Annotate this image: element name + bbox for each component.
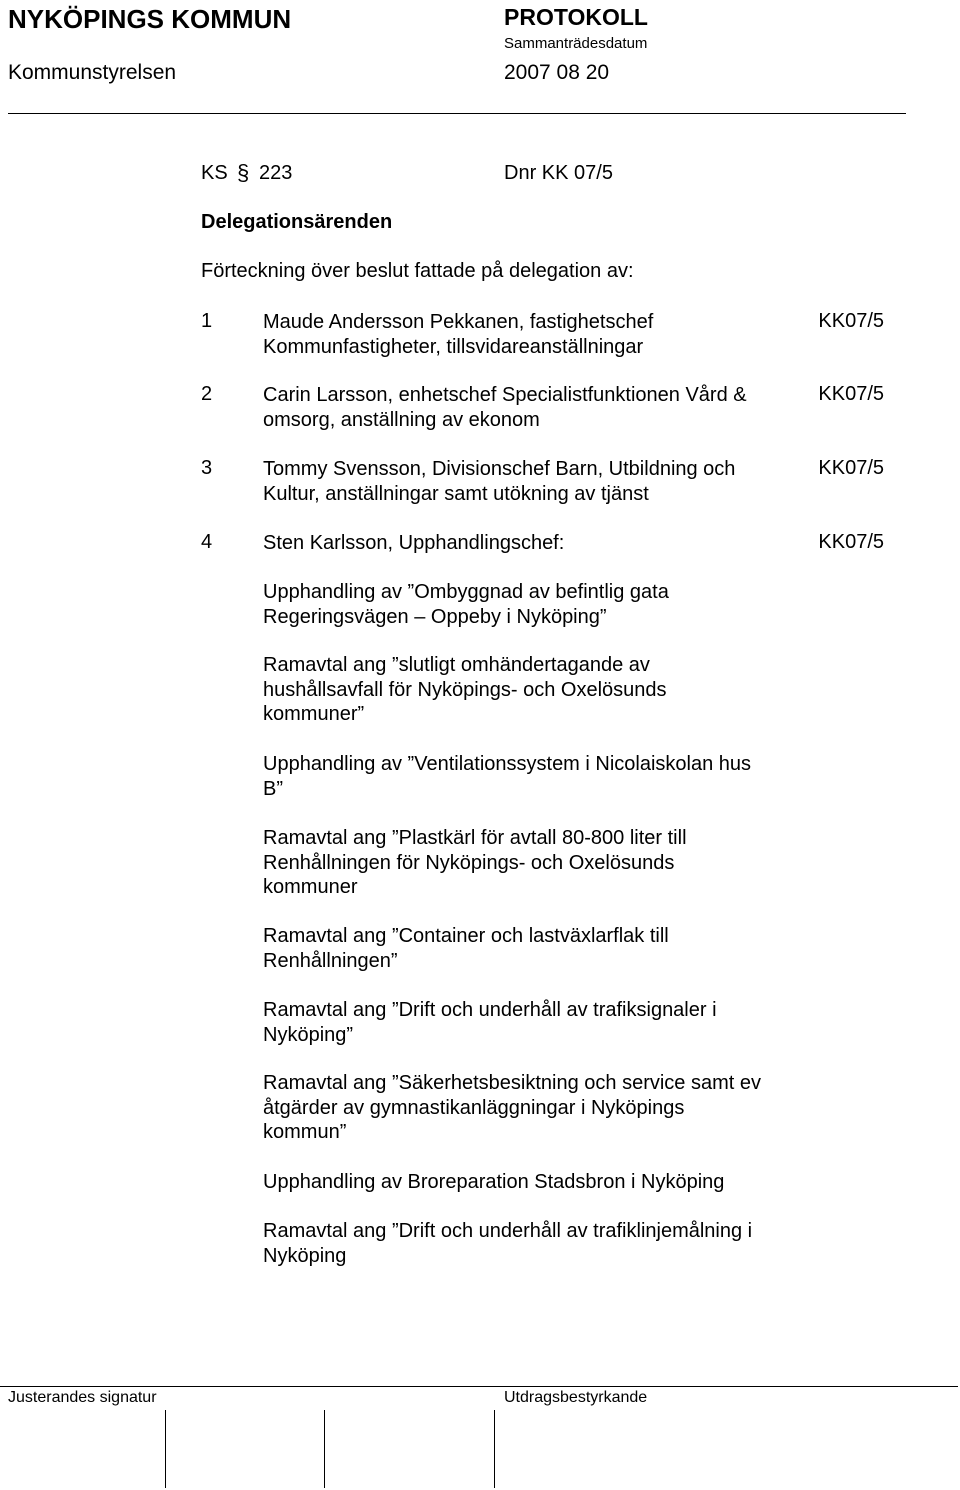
meeting-date: 2007 08 20: [504, 61, 610, 84]
header-divider: [8, 113, 906, 114]
item-number: 2: [201, 383, 213, 405]
procurement-item: [263, 580, 669, 629]
procurement-line: kommuner: [263, 876, 358, 898]
dnr-number: Dnr KK 07/5: [504, 162, 613, 184]
procurement-item: [263, 1170, 724, 1195]
case-number: 223: [259, 162, 293, 184]
item-text: [263, 310, 653, 359]
procurement-line: Ramavtal ang ”Drift och underhåll av trafiksignaler i: [263, 999, 717, 1021]
signature-box-divider: [494, 1410, 495, 1488]
section-sign: §: [237, 160, 250, 185]
procurement-line: kommuner”: [263, 703, 365, 725]
procurement-line: Nyköping: [263, 1244, 347, 1267]
item-text: [263, 383, 747, 432]
item-line: Sten Karlsson, Upphandlingschef:: [263, 532, 565, 554]
document-title: Delegationsärenden: [201, 211, 393, 233]
procurement-line: Renhållningen”: [263, 949, 398, 972]
case-prefix: KS: [201, 162, 228, 184]
signature-label: Justerandes signatur: [8, 1389, 157, 1406]
signature-box-divider: [324, 1410, 325, 1488]
procurement-line: Ramavtal ang ”slutligt omhändertagande av: [263, 654, 650, 676]
item-line: Maude Andersson Pekkanen, fastighetschef: [263, 311, 654, 333]
procurement-line: Renhållningen för Nyköpings- och Oxelösunds: [263, 851, 675, 874]
document-type: PROTOKOLL: [504, 4, 648, 30]
item-line: Tommy Svensson, Divisionschef Barn, Utbildning och: [263, 458, 736, 480]
procurement-line: Ramavtal ang ”Plastkärl för avtall 80-800 liter till: [263, 827, 687, 849]
procurement-item: [263, 998, 717, 1047]
item-reference: KK07/5: [818, 531, 884, 553]
procurement-line: B”: [263, 777, 283, 800]
signature-box-divider: [165, 1410, 166, 1488]
item-line: omsorg, anställning av ekonom: [263, 408, 540, 431]
item-number: 4: [201, 531, 213, 553]
procurement-item: [263, 653, 667, 727]
board-name: Kommunstyrelsen: [8, 61, 177, 84]
procurement-line: hushållsavfall för Nyköpings- och Oxelösunds: [263, 678, 667, 701]
procurement-item: [263, 826, 687, 900]
item-number: 1: [201, 310, 213, 332]
intro-text: Förteckning över beslut fattade på delegation av:: [201, 260, 634, 282]
item-reference: KK07/5: [818, 383, 884, 405]
extract-label: Utdragsbestyrkande: [504, 1389, 648, 1406]
procurement-item: [263, 924, 669, 973]
procurement-item: [263, 1219, 752, 1268]
procurement-item: [263, 1071, 761, 1145]
procurement-line: Upphandling av ”Ventilationssystem i Nicolaiskolan hus: [263, 753, 752, 775]
item-text: [263, 457, 735, 506]
procurement-line: kommun”: [263, 1121, 347, 1143]
procurement-line: Ramavtal ang ”Säkerhetsbesiktning och service samt ev: [263, 1072, 762, 1094]
procurement-item: [263, 752, 751, 801]
item-number: 3: [201, 457, 213, 479]
procurement-line: Ramavtal ang ”Container och lastväxlarflak till: [263, 925, 669, 947]
footer-divider: [0, 1386, 958, 1387]
item-line: Kommunfastigheter, tillsvidareanställningar: [263, 335, 644, 358]
item-reference: KK07/5: [818, 310, 884, 332]
item-line: Kultur, anställningar samt utökning av tjänst: [263, 482, 649, 505]
procurement-line: Ramavtal ang ”Drift och underhåll av trafiklinjemålning i: [263, 1220, 753, 1242]
meeting-date-label: Sammanträdesdatum: [504, 35, 648, 52]
item-text: [263, 531, 564, 556]
procurement-line: Upphandling av Broreparation Stadsbron i Nyköping: [263, 1171, 725, 1193]
item-line: Carin Larsson, enhetschef Specialistfunktionen Vård &: [263, 384, 747, 406]
item-reference: KK07/5: [818, 457, 884, 479]
procurement-line: Upphandling av ”Ombyggnad av befintlig gata: [263, 581, 669, 603]
procurement-line: åtgärder av gymnastikanläggningar i Nyköpings: [263, 1096, 685, 1119]
procurement-line: Nyköping”: [263, 1023, 354, 1046]
procurement-line: Regeringsvägen – Oppeby i Nyköping”: [263, 605, 607, 628]
organization-name: NYKÖPINGS KOMMUN: [8, 4, 292, 34]
